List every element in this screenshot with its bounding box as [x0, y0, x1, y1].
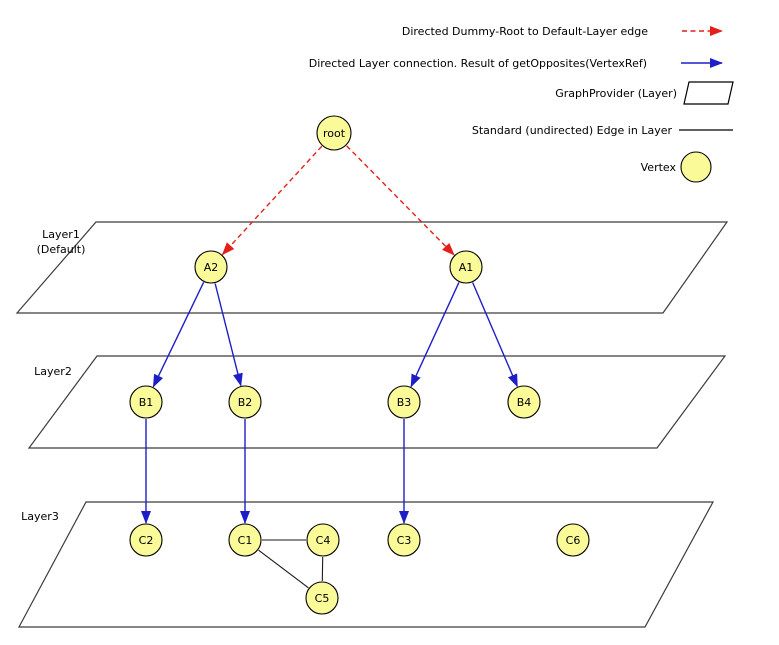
layer-layer1-parallelogram [17, 222, 727, 313]
vertex-C6 [557, 524, 589, 556]
vertex-B3 [388, 386, 420, 418]
vertex-C4 [307, 524, 339, 556]
layer-layer3-parallelogram [19, 502, 713, 627]
vertex-C2-label: C2 [138, 534, 154, 547]
vertex-B1-label: B1 [138, 396, 154, 409]
vertex-C3 [388, 524, 420, 556]
vertex-C2 [130, 524, 162, 556]
vertex-B3-label: B3 [396, 396, 412, 409]
legend-item-2 [555, 82, 733, 104]
vertex-root-label: root [322, 127, 346, 140]
legend-item-1-label: Directed Layer connection. Result of getOpposites(VertexRef) [308, 57, 647, 70]
vertex-B1 [130, 386, 162, 418]
vertex-B4-label: B4 [516, 396, 532, 409]
vertex-C3-label: C3 [396, 534, 412, 547]
vertex-A1 [450, 251, 482, 283]
legend-item-3 [472, 124, 733, 137]
legend-item-3-label: Standard (undirected) Edge in Layer [471, 124, 672, 137]
legend-item-4-label: Vertex [640, 161, 676, 174]
vertex-circle-icon [681, 152, 711, 182]
vertex-A1-label: A1 [458, 261, 474, 274]
legend-item-0-label: Directed Dummy-Root to Default-Layer edge [401, 25, 648, 38]
vertex-C5-label: C5 [314, 592, 330, 605]
vertex-root [317, 116, 351, 150]
vertex-A2 [195, 251, 227, 283]
vertex-C6-label: C6 [565, 534, 581, 547]
vertex-C4-label: C4 [315, 534, 331, 547]
parallelogram-icon [684, 82, 733, 104]
vertex-A2-label: A2 [203, 261, 219, 274]
vertex-C1 [229, 524, 261, 556]
vertex-B2-label: B2 [237, 396, 253, 409]
vertex-B2 [229, 386, 261, 418]
layers-group [17, 222, 727, 627]
legend [309, 25, 733, 182]
layer-layer1-label: (Default) [36, 243, 86, 256]
legend-item-2-label: GraphProvider (Layer) [555, 87, 677, 100]
legend-item-4 [641, 152, 711, 182]
layer-layer3-label: Layer3 [21, 510, 59, 523]
layer-layer1-label: Layer1 [42, 228, 80, 241]
layer-layer2-label: Layer2 [34, 365, 72, 378]
legend-item-1 [309, 57, 722, 70]
vertex-C5 [306, 582, 338, 614]
vertex-B4 [508, 386, 540, 418]
vertex-C1-label: C1 [237, 534, 253, 547]
legend-item-0 [402, 25, 722, 38]
